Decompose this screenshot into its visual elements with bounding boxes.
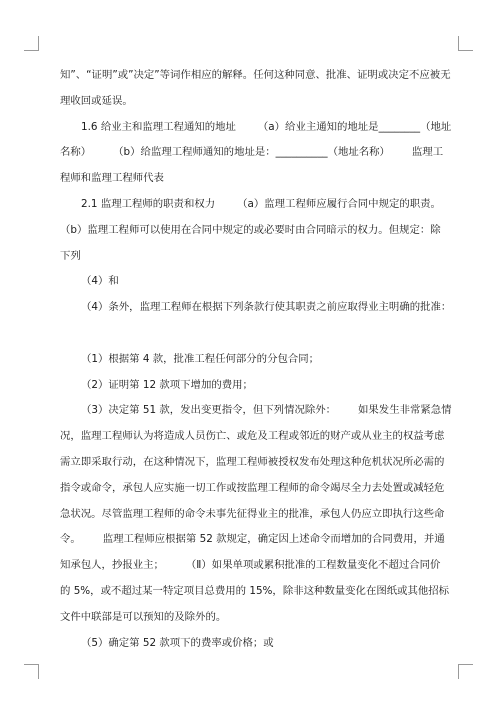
text-line <box>60 63 451 89</box>
text-line <box>60 269 444 295</box>
text-line <box>60 89 444 115</box>
crop-mark-bottom-left <box>24 664 39 679</box>
text-run: （4）和 <box>81 275 119 288</box>
text-line <box>60 476 444 502</box>
text-line <box>60 502 444 528</box>
text-line <box>60 450 444 476</box>
text-run: （3）决定第 51 款，发出变更指令，但下列情况除外： <box>81 404 337 417</box>
text-run: （Ⅱ）如果单项或累积批准的工程数量变化不超过合同价 <box>185 559 441 572</box>
text-run: 知承包人，抄报业主； <box>60 559 164 572</box>
text-run: 需立即采取行动，在这种情况下，监理工程师被授权发布处理这种危机状况所必需的 <box>60 455 445 468</box>
text-run: （5）确定第 52 款项下的费率或价格；或 <box>81 636 274 649</box>
text-line <box>60 140 444 166</box>
text-line <box>60 166 444 192</box>
text-run: 况，监理工程师认为将造成人员伤亡、或危及工程或邻近的财产或从业主的权益考虑 <box>60 430 445 443</box>
text-line <box>60 115 452 141</box>
text-line <box>60 192 444 218</box>
text-run: 文件中联部是可以预知的及除外的。 <box>60 610 227 623</box>
text-line <box>60 218 444 244</box>
text-line <box>60 527 444 553</box>
text-run: 如果发生非常紧急情 <box>358 404 452 417</box>
text-run: 下列 <box>60 249 81 262</box>
text-line <box>60 295 452 321</box>
text-run: 的 5%，或不超过某一特定项目总费用的 15%，除非这种数量变化在图纸或其他招标 <box>60 584 450 597</box>
list-item <box>60 347 444 373</box>
blank-line <box>60 321 444 347</box>
text-line <box>60 605 444 631</box>
text-line <box>60 579 450 605</box>
text-run: （a）给业主通知的地址是________（地址 <box>257 120 452 133</box>
text-run: 程师和监理工程师代表 <box>60 172 164 185</box>
text-run: 急状况。尽管监理工程师的命令未事先征得业主的批准，承包人仍应立即执行这些命 <box>60 507 445 520</box>
text-line <box>60 553 444 579</box>
document-body <box>60 63 452 656</box>
text-run: （b）给监理工程师通知的地址是：__________（地址名称） <box>113 146 390 159</box>
list-item <box>60 398 452 424</box>
text-line <box>60 424 444 450</box>
text-run: 理收回或延误。 <box>60 94 133 107</box>
crop-mark-bottom-right <box>458 664 473 679</box>
section-heading: 2.1 监理工程师的职责和权力 <box>81 197 216 210</box>
text-run: 监理工程师应根据第 52 款规定，确定因上述命令而增加的合同费用，并通 <box>102 533 445 546</box>
text-run: （1）根据第 4 款，批准工程任何部分的分包合同； <box>81 352 320 365</box>
text-run: 知”、“证明”或”决定”等词作相应的解释。任何这种同意、批准、证明或决定不应被无 <box>60 69 451 81</box>
text-run: （b）监理工程师可以使用在合同中规定的或必要时由合同暗示的权力。但规定：除 <box>60 223 441 236</box>
crop-mark-top-right <box>458 36 473 51</box>
text-run: 令。 <box>60 533 81 546</box>
section-heading: 1.6 给业主和监理工程通知的地址 <box>81 120 236 133</box>
text-run: （2）证明第 12 款项下增加的费用； <box>81 378 253 391</box>
text-run: 名称） <box>60 146 92 159</box>
text-run: （a）监理工程师应履行合同中规定的职责。 <box>237 197 441 210</box>
text-line <box>60 244 444 270</box>
text-run: （4）条外，监理工程师在根据下列条款行使其职责之前应取得业主明确的批准： <box>81 301 452 314</box>
list-item <box>60 373 444 399</box>
text-run: 监理工 <box>411 146 444 159</box>
text-run: 指令或命令，承包人应实施一切工作或按监理工程师的命令竭尽全力去处置或减轻危 <box>60 481 445 494</box>
crop-mark-top-left <box>24 36 39 51</box>
list-item <box>60 631 444 657</box>
